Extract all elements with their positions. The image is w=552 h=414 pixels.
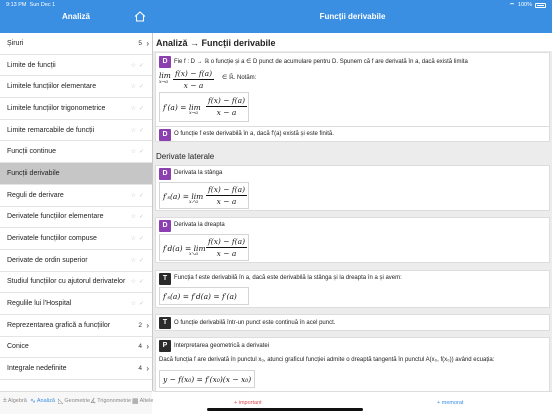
- sidebar-item-label: Limite de funcții: [7, 61, 56, 69]
- property-badge: P: [159, 340, 171, 352]
- star-check-icon[interactable]: ☆✓: [130, 149, 147, 156]
- sidebar-item-functii-continue[interactable]: [0, 141, 152, 163]
- sidebar-item-siruri[interactable]: [0, 33, 152, 55]
- definition-card: [155, 126, 550, 142]
- formula-box: [159, 370, 255, 388]
- tab-bar: [0, 391, 152, 414]
- wifi-icon: [509, 3, 515, 8]
- status-time: 9:13 PM Sun Dec 1: [6, 2, 56, 8]
- sidebar-item-limite-trig[interactable]: [0, 98, 152, 120]
- sidebar-item-label: Derivate de ordin superior: [7, 256, 88, 264]
- sidebar-title: Analiză: [61, 12, 90, 21]
- home-indicator: [207, 408, 363, 411]
- home-icon[interactable]: [134, 11, 146, 22]
- sidebar-item-label: Regulile lui l'Hospital: [7, 300, 72, 308]
- formula-sub: x↗a: [189, 200, 198, 205]
- content-pane: [153, 33, 552, 391]
- definition-badge: D: [159, 56, 171, 68]
- status-bar: [6, 2, 546, 10]
- sidebar-item-limite-functii[interactable]: [0, 55, 152, 77]
- tab-altele[interactable]: ▦ Altele: [132, 398, 154, 405]
- formula-text: y − f(x₀) = f′(x₀)(x − x₀): [163, 375, 252, 384]
- content-footer: [153, 391, 552, 414]
- formula-fraction: $\frac{f(x) - f(a)}{x - a}$: [208, 96, 246, 117]
- section-title: Derivate laterale: [156, 152, 215, 161]
- sidebar-item-label: Limite remarcabile de funcții: [7, 126, 95, 134]
- chevron-right-icon: ›: [146, 342, 149, 352]
- sidebar-item-functii-derivabile[interactable]: [0, 163, 152, 185]
- star-check-icon[interactable]: ☆✓: [130, 192, 147, 199]
- star-check-icon[interactable]: ☆✓: [130, 257, 147, 264]
- tab-algebra[interactable]: ± Algebră: [3, 397, 27, 404]
- plus-minus-icon: ±: [3, 397, 7, 404]
- property-text: Dacă funcția f are derivată în punctul x₀, atunci graficul funcției admite o dreaptă tangentă în punctul A(x₀, f(x₀)) având ecuația:: [159, 357, 495, 363]
- sidebar-item-label: Derivatele funcțiilor elementare: [7, 213, 104, 221]
- sidebar-item-hospital[interactable]: [0, 293, 152, 315]
- sidebar-item-conice[interactable]: [0, 337, 152, 359]
- chevron-right-icon: ›: [146, 364, 149, 374]
- count-badge: 4: [138, 365, 142, 373]
- formula-lhs: f′ₛ(a) = lim: [163, 192, 204, 201]
- count-badge: 2: [138, 321, 142, 329]
- theorem-card: [155, 314, 550, 331]
- triangle-icon: ◺: [58, 398, 64, 405]
- formula-sub: x→a: [189, 111, 198, 116]
- sidebar-item-derivate-compuse[interactable]: [0, 228, 152, 250]
- sidebar-item-label: Limitele funcțiilor trigonometrice: [7, 104, 106, 112]
- sidebar-item-derivate-elementare[interactable]: [0, 207, 152, 229]
- definition-card: [155, 217, 550, 263]
- definition-badge: D: [159, 220, 171, 232]
- sidebar-item-reprezentarea-grafica[interactable]: [0, 315, 152, 337]
- property-title: Interpretarea geometrică a derivatei: [174, 343, 270, 349]
- count-badge: 5: [138, 39, 142, 47]
- formula-box: [159, 182, 249, 209]
- sidebar-item-label: Integrale nedefinite: [7, 365, 67, 373]
- star-check-icon[interactable]: ☆✓: [130, 279, 147, 286]
- star-check-icon[interactable]: ☆✓: [130, 62, 147, 69]
- theorem-card: [155, 270, 550, 308]
- mark-memorized-button[interactable]: + memorat: [437, 400, 464, 406]
- page-title: Funcții derivabile: [319, 12, 386, 21]
- star-check-icon[interactable]: ☆✓: [130, 84, 147, 91]
- limit-symbol: lim: [159, 71, 171, 80]
- battery-icon: [535, 3, 546, 8]
- formula-text: f′ₛ(a) = f′d(a) = f′(a): [163, 292, 237, 301]
- theorem-text: O funcție derivabilă într-un punct este continuă în acel punct.: [174, 320, 336, 326]
- formula-box: [159, 92, 249, 122]
- sidebar-item-label: Reprezentarea grafică a funcțiilor: [7, 321, 111, 329]
- formula-fraction: $\frac{f(x) - f(a)}{x - a}$: [208, 237, 246, 258]
- sidebar-item-label: Limitele funcțiilor elementare: [7, 83, 97, 91]
- limit-fraction: $\frac{f(x) - f(a)}{x - a}$: [175, 69, 213, 90]
- theorem-badge: T: [159, 273, 171, 285]
- definition-badge: D: [159, 129, 171, 141]
- breadcrumb: Analiză → Funcții derivabile: [153, 33, 552, 51]
- sidebar-item-reguli-derivare[interactable]: [0, 185, 152, 207]
- definition-after: ∈ ℝ̄. Notăm:: [222, 75, 257, 81]
- sidebar: [0, 33, 152, 391]
- chevron-right-icon: ›: [146, 320, 149, 330]
- sidebar-item-label: Studiul funcțiilor cu ajutorul derivatelor: [7, 278, 126, 286]
- formula-lhs: f′d(a) = lim: [163, 244, 206, 253]
- definition-card: [155, 52, 550, 127]
- sidebar-item-integrale-nedefinite[interactable]: [0, 358, 152, 380]
- definition-title: Derivata la dreapta: [174, 222, 225, 228]
- tab-trigonometrie[interactable]: ∡ Trigonometrie: [90, 398, 132, 405]
- mark-important-button[interactable]: + important: [234, 400, 262, 406]
- sidebar-item-derivate-superior[interactable]: [0, 250, 152, 272]
- tab-geometrie[interactable]: ◺ Geometrie: [58, 398, 91, 405]
- tab-analiza[interactable]: ∿ Analiză: [30, 398, 55, 405]
- property-card: [155, 337, 550, 391]
- theorem-badge: T: [159, 317, 171, 329]
- limit-subscript: x→a: [159, 80, 168, 85]
- star-check-icon[interactable]: ☆✓: [130, 236, 147, 243]
- battery-percent: 100%: [517, 2, 532, 8]
- sidebar-item-label: Șiruri: [7, 39, 24, 47]
- sidebar-item-label: Funcții continue: [7, 148, 57, 156]
- count-badge: 4: [138, 343, 142, 351]
- status-right: [509, 2, 546, 8]
- formula-sub: x↘a: [189, 252, 198, 257]
- star-check-icon[interactable]: ☆✓: [130, 127, 147, 134]
- sidebar-item-label: Reguli de derivare: [7, 191, 64, 199]
- sidebar-item-label: Derivatele funcțiilor compuse: [7, 235, 97, 243]
- star-check-icon[interactable]: ☆✓: [130, 170, 147, 177]
- definition-badge: D: [159, 168, 171, 180]
- star-check-icon[interactable]: ☆✓: [130, 214, 147, 221]
- sidebar-item-studiul-functiilor[interactable]: [0, 272, 152, 294]
- star-check-icon[interactable]: ☆✓: [130, 301, 147, 308]
- formula-lhs: f′(a) = lim: [163, 103, 201, 112]
- definition-text: Fie f : D → ℝ o funcție și a ∈ D punct de acumulare pentru D. Spunem că f are derivată în a, dacă există limita: [174, 59, 468, 65]
- sidebar-item-limite-elementare[interactable]: [0, 76, 152, 98]
- formula-box: [159, 287, 249, 305]
- wave-icon: ∿: [30, 398, 36, 405]
- definition-title: Derivata la stânga: [174, 170, 223, 176]
- angle-icon: ∡: [90, 398, 97, 405]
- formula-box: [159, 234, 249, 261]
- sidebar-item-label: Funcții derivabile: [7, 169, 60, 177]
- definition-card: [155, 165, 550, 211]
- top-bar: [0, 0, 552, 33]
- grid-icon: ▦: [132, 398, 139, 405]
- chevron-right-icon: ›: [146, 38, 149, 48]
- theorem-text: Funcția f este derivabilă în a, dacă este derivabilă la stânga și la dreapta în a și avem:: [174, 275, 402, 281]
- definition-text: O funcție f este derivabilă în a, dacă f′(a) există și este finită.: [174, 131, 334, 137]
- sidebar-item-label: Conice: [7, 343, 29, 351]
- sidebar-item-limite-remarcabile[interactable]: [0, 120, 152, 142]
- star-check-icon[interactable]: ☆✓: [130, 105, 147, 112]
- formula-fraction: $\frac{f(x) - f(a)}{x - a}$: [208, 185, 246, 206]
